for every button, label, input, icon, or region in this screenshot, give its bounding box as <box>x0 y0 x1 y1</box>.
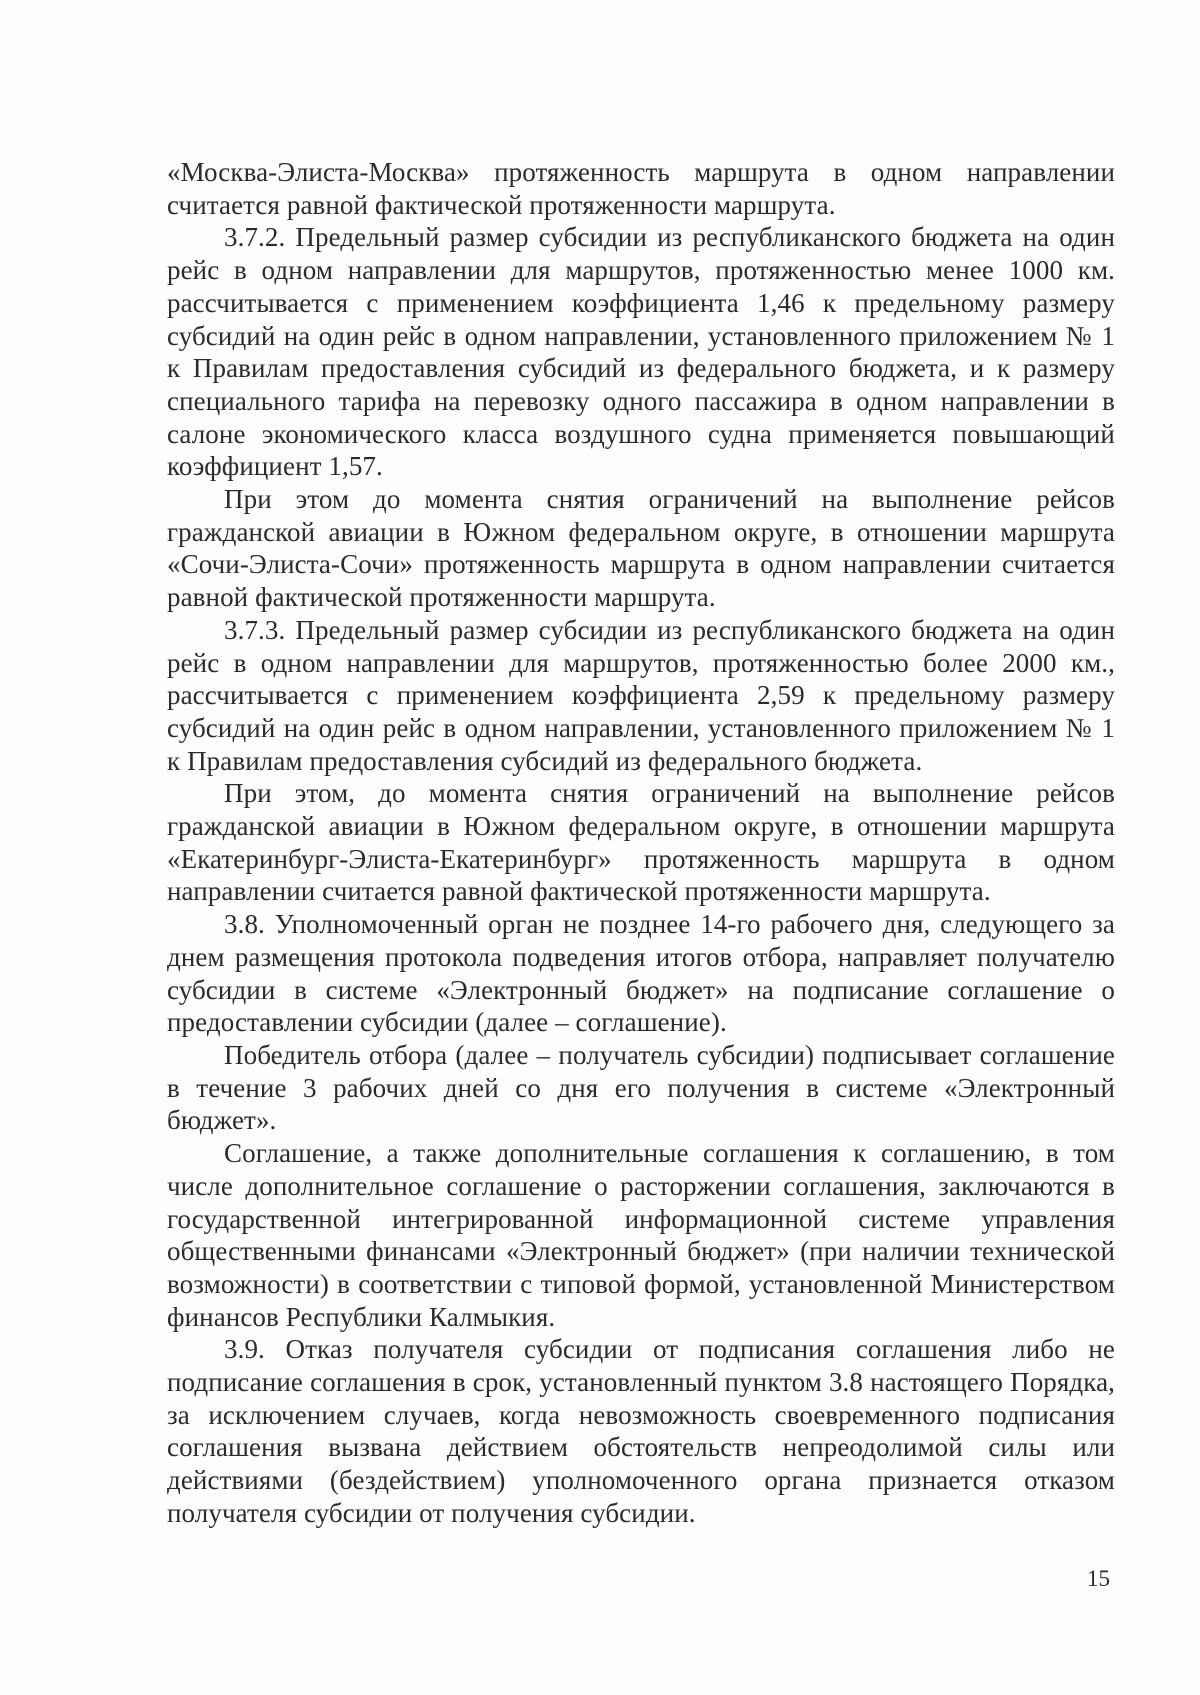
paragraph-3-7-3: 3.7.3. Предельный размер субсидии из республиканского бюджета на один рейс в одном направлении для маршрутов, протяженностью более 2000 км., рассчитывается с применением коэффициента 2,59 к предельному размеру субсидий на один рейс в одном направлении, установленного приложением № 1 к Правилам предоставления субсидий из федерального бюджета. <box>167 614 1115 776</box>
page-number: 15 <box>1087 1566 1110 1591</box>
paragraph-route-moscow-continuation: «Москва-Элиста-Москва» протяженность маршрута в одном направлении считается равной фактической протяженности маршрута. <box>167 157 1115 220</box>
document-body <box>167 156 1115 1530</box>
paragraph-3-9: 3.9. Отказ получателя субсидии от подписания соглашения либо не подписание соглашения в срок, установленный пунктом 3.8 настоящего Порядка, за исключением случаев, когда невозможность своевременного подписания соглашения вызвана действием обстоятельств непреодолимой силы или действиями (бездействием) уполномоченного органа признается отказом получателя субсидии от получения субсидии. <box>167 1334 1115 1528</box>
paragraph-winner-signing: Победитель отбора (далее – получатель субсидии) подписывает соглашение в течение 3 рабочих дней со дня его получения в системе «Электронный бюджет». <box>167 1039 1115 1136</box>
paragraph-agreement-system: Соглашение, а также дополнительные соглашения к соглашению, в том числе дополнительное соглашение о расторжении соглашения, заключаются в государственной интегрированной информационной системе управления общественными финансами «Электронный бюджет» (при наличии технической возможности) в соответствии с типовой формой, установленной Министерством финансов Республики Калмыкия. <box>167 1138 1115 1332</box>
paragraph-3-8: 3.8. Уполномоченный орган не позднее 14-го рабочего дня, следующего за днем размещения протокола подведения итогов отбора, направляет получателю субсидии в системе «Электронный бюджет» на подписание соглашение о предоставлении субсидии (далее – соглашение). <box>167 909 1115 1038</box>
paragraph-ekaterinburg-route: При этом, до момента снятия ограничений на выполнение рейсов гражданской авиации в Южном федеральном округе, в отношении маршрута «Екатеринбург-Элиста-Екатеринбург» протяженность маршрута в одном направлении считается равной фактической протяженности маршрута. <box>167 778 1115 907</box>
paragraph-3-7-2: 3.7.2. Предельный размер субсидии из республиканского бюджета на один рейс в одном направлении для маршрутов, протяженностью менее 1000 км. рассчитывается с применением коэффициента 1,46 к предельному размеру субсидий на один рейс в одном направлении, установленного приложением № 1 к Правилам предоставления субсидий из федерального бюджета, и к размеру специального тарифа на перевозку одного пассажира в одном направлении в салоне экономического класса воздушного судна применяется повышающий коэффициент 1,57. <box>167 222 1115 482</box>
paragraph-sochi-route: При этом до момента снятия ограничений на выполнение рейсов гражданской авиации в Южном федеральном округе, в отношении маршрута «Сочи-Элиста-Сочи» протяженность маршрута в одном направлении считается равной фактической протяженности маршрута. <box>167 484 1115 613</box>
